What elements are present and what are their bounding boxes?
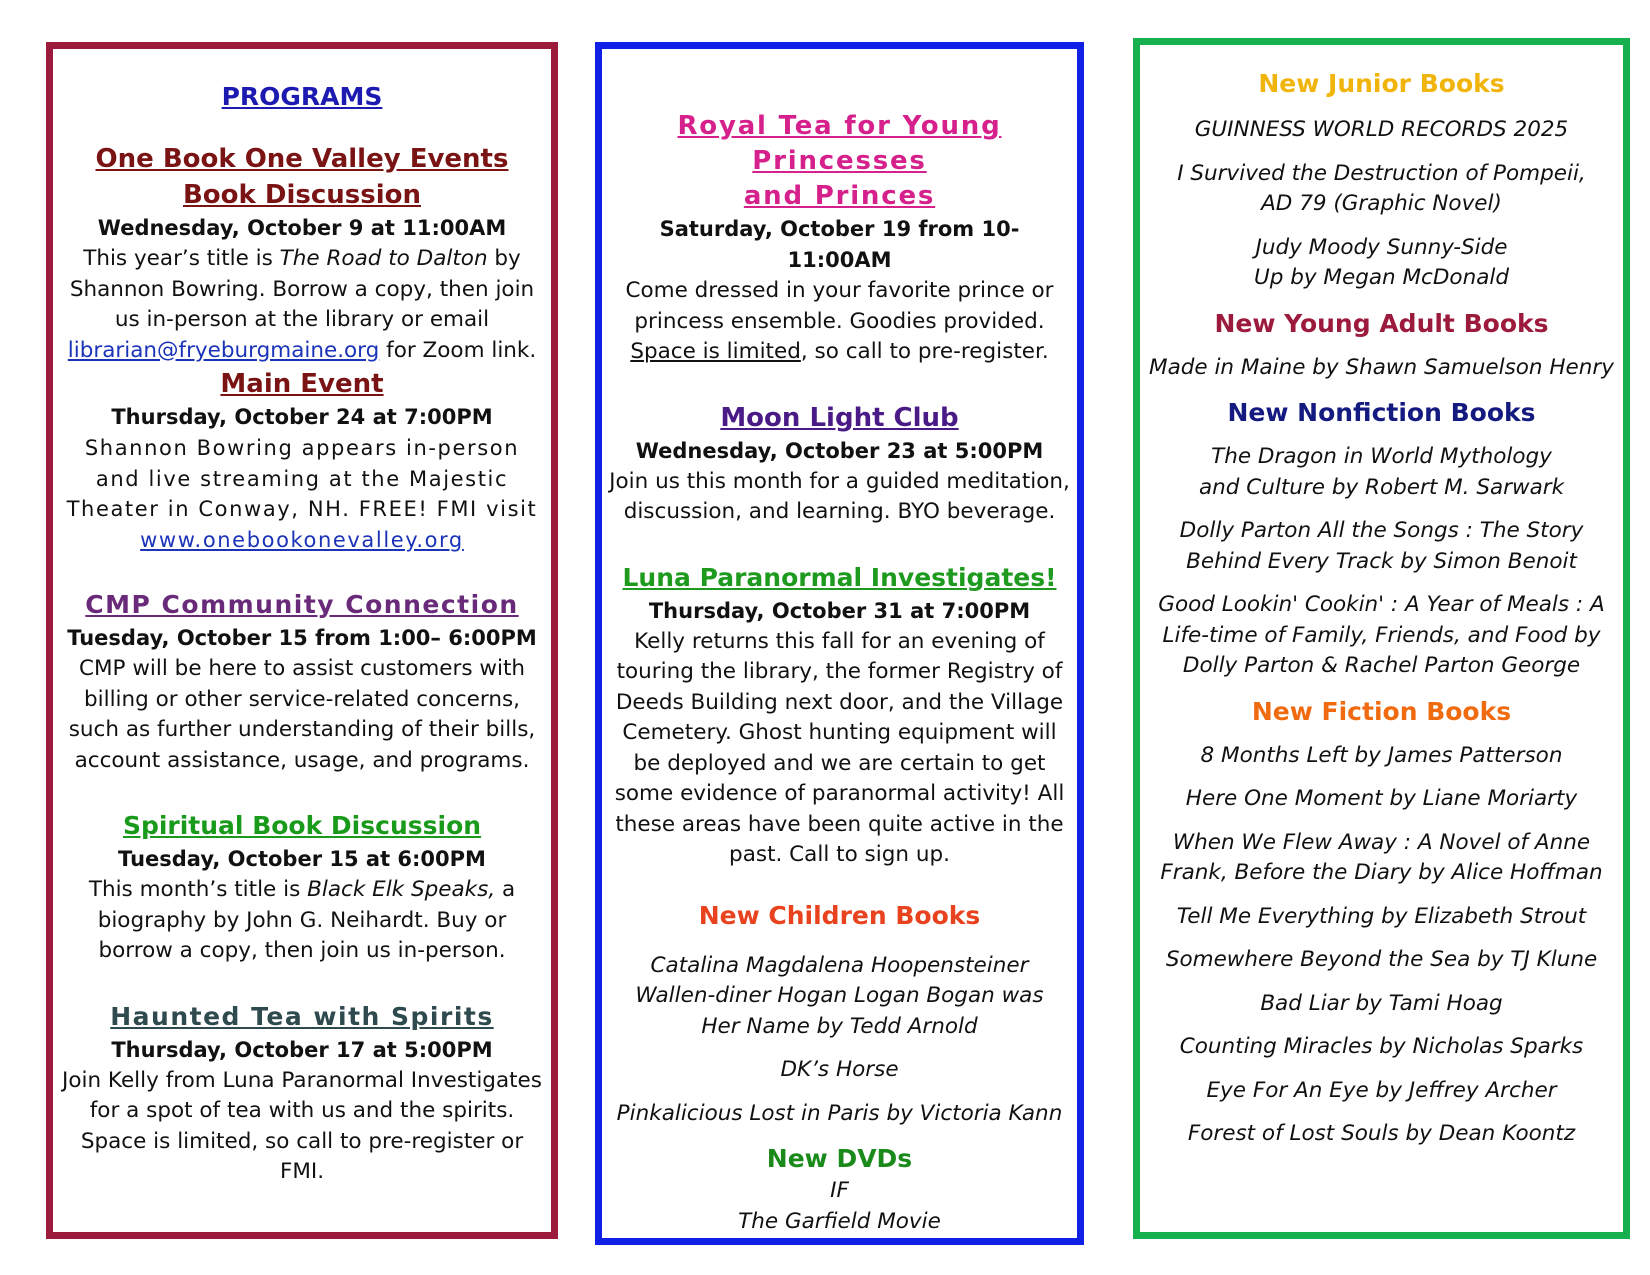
website-link[interactable]: www.onebookonevalley.org: [140, 527, 464, 552]
one-book-when: Wednesday, October 9 at 11:00AM: [97, 216, 507, 240]
text-part: Space is limited: [630, 339, 801, 364]
main-event-section: [59, 366, 545, 555]
text-part: Shannon Bowring appears in-person and live streaming at the Majestic Theater in Conway, NH. FREE! FMI visit: [66, 436, 538, 521]
cmp-description: CMP will be here to assist customers with billing or other service-related concerns, such as further understanding of their bills, account assistance, usage, and programs.: [68, 656, 536, 773]
text-part: a biography by John G. Neihardt. Buy or borrow a copy, then join us in-person.: [97, 877, 516, 963]
book-item: Here One Moment by Liane Moriarty: [1185, 786, 1578, 811]
book-item: Tell Me Everything by Elizabeth Strout: [1176, 903, 1587, 929]
dvd-item: The Garfield Movie: [738, 1208, 941, 1234]
spiritual-description: [59, 875, 545, 967]
junior-books-heading: New Junior Books: [1258, 69, 1505, 98]
children-books-heading: New Children Books: [698, 900, 981, 930]
book-item: Judy Moody Sunny-Side Up by Megan McDonald: [1254, 234, 1509, 290]
cmp-when: Tuesday, October 15 from 1:00– 6:00PM: [67, 626, 537, 650]
book-item: Forest of Lost Souls by Dean Koontz: [1187, 1121, 1576, 1146]
moon-light-heading: Moon Light Club: [720, 402, 959, 433]
one-book-description: [59, 244, 545, 366]
email-link[interactable]: librarian@fryeburgmaine.org: [67, 337, 380, 363]
book-item: Catalina Magdalena Hoopensteiner Wallen-diner Hogan Logan Bogan was Her Name by Tedd Arnold: [635, 952, 1044, 1039]
junior-books-section: [1144, 67, 1619, 294]
fiction-section: [1144, 695, 1619, 1150]
haunted-when: Thursday, October 17 at 5:00PM: [111, 1037, 493, 1062]
luna-description: Kelly returns this fall for an evening of touring the library, the former Registry of Deeds Building next door, and the Village Cemetery. Ghost hunting equipment will be deployed and we are certain to get some evidence of paranormal activity! All these areas have been quite active in the past. Call to sign up.: [614, 628, 1065, 867]
text-part: This year’s title is: [83, 246, 280, 271]
dvds-section: [608, 1142, 1071, 1237]
spiritual-section: [59, 808, 545, 967]
moon-light-description: Join us this month for a guided meditation, discussion, and learning. BYO beverage.: [609, 468, 1070, 524]
book-item: Somewhere Beyond the Sea by TJ Klune: [1165, 947, 1598, 972]
book-item: The Dragon in World Mythology and Culture by Robert M. Sarwark: [1198, 444, 1565, 500]
text-part: , so call to pre-register.: [800, 339, 1049, 364]
spiritual-heading: Spiritual Book Discussion: [122, 811, 482, 840]
haunted-heading: Haunted Tea with Spirits: [110, 1001, 494, 1031]
haunted-description: Join Kelly from Luna Paranormal Investigates for a spot of tea with us and the spirits. Space is limited, so call to pre-register or FMI.: [62, 1067, 542, 1184]
cmp-section: [59, 587, 545, 776]
royal-tea-heading: Royal Tea for Young Princesses: [677, 111, 1002, 176]
programs-column: [46, 42, 558, 1239]
moon-light-when: Wednesday, October 23 at 5:00PM: [635, 438, 1044, 463]
book-item: Eye For An Eye by Jeffrey Archer: [1206, 1077, 1557, 1103]
nonfiction-heading: New Nonfiction Books: [1227, 398, 1536, 427]
fiction-heading: New Fiction Books: [1251, 696, 1512, 726]
book-item: Bad Liar by Tami Hoag: [1260, 990, 1503, 1016]
text-part: Come dressed in your favorite prince or princess ensemble. Goodies provided.: [625, 278, 1054, 334]
dvd-item: IF: [830, 1178, 849, 1203]
nonfiction-section: [1144, 396, 1619, 682]
book-item: 8 Months Left by James Patterson: [1200, 742, 1563, 768]
book-item: Good Lookin' Cookin' : A Year of Meals : A Life-time of Family, Friends, and Food by Dolly Parton & Rachel Parton George: [1158, 592, 1605, 678]
book-discussion-heading: Book Discussion: [182, 180, 421, 210]
luna-section: [608, 560, 1071, 871]
book-title: The Road to Dalton: [279, 246, 488, 271]
text-part: This month’s title is: [88, 877, 308, 902]
young-adult-section: [1144, 307, 1619, 384]
text-part: for Zoom link.: [379, 337, 537, 363]
book-item: GUINNESS WORLD RECORDS 2025: [1194, 117, 1569, 142]
dvds-heading: New DVDs: [766, 1144, 913, 1173]
book-item: When We Flew Away : A Novel of Anne Frank, Before the Diary by Alice Hoffman: [1160, 829, 1603, 885]
books-column: [1133, 38, 1630, 1239]
book-item: DK’s Horse: [780, 1057, 899, 1082]
events-column: [595, 42, 1084, 1245]
programs-title: PROGRAMS: [221, 82, 383, 111]
one-book-heading: One Book One Valley Events: [95, 144, 509, 174]
main-event-when: Thursday, October 24 at 7:00PM: [111, 405, 493, 429]
royal-tea-when: Saturday, October 19 from 10-11:00AM: [659, 217, 1020, 272]
book-item: Made in Maine by Shawn Samuelson Henry: [1149, 354, 1614, 380]
royal-tea-section: [608, 109, 1071, 368]
book-item: Dolly Parton All the Songs : The Story Behind Every Track by Simon Benoit: [1179, 518, 1584, 574]
royal-tea-heading-2: and Princes: [743, 181, 936, 211]
royal-tea-description: [608, 276, 1071, 368]
one-book-section: [59, 141, 545, 366]
book-item: Pinkalicious Lost in Paris by Victoria Kann: [616, 1100, 1063, 1126]
cmp-heading: CMP Community Connection: [85, 590, 519, 619]
luna-heading: Luna Paranormal Investigates!: [622, 562, 1057, 592]
text-part: by Shannon Bowring. Borrow a copy, then join us in-person at the library or email: [69, 246, 535, 332]
main-event-description: [59, 433, 545, 555]
book-item: I Survived the Destruction of Pompeii, AD 79 (Graphic Novel): [1177, 160, 1586, 216]
young-adult-heading: New Young Adult Books: [1214, 308, 1549, 338]
spiritual-when: Tuesday, October 15 at 6:00PM: [118, 847, 486, 871]
main-event-heading: Main Event: [220, 369, 384, 399]
luna-when: Thursday, October 31 at 7:00PM: [648, 598, 1031, 623]
moon-light-section: [608, 400, 1071, 528]
book-title: Black Elk Speaks,: [307, 877, 496, 902]
children-books-section: [608, 899, 1071, 1130]
haunted-section: [59, 999, 545, 1188]
book-item: Counting Miracles by Nicholas Sparks: [1179, 1034, 1584, 1059]
